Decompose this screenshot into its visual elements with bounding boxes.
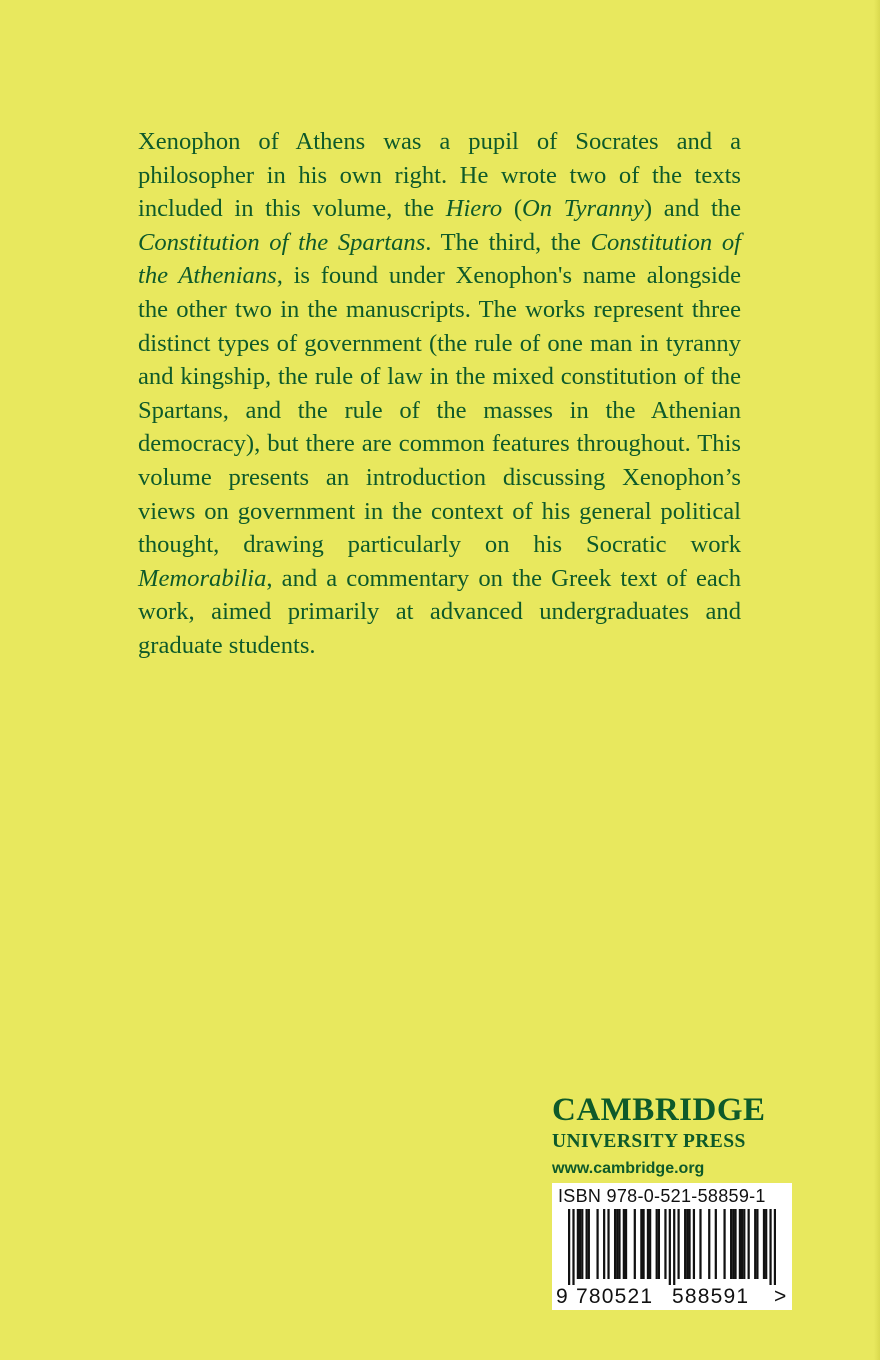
barcode-bar <box>688 1209 690 1279</box>
barcode-bar <box>756 1209 758 1279</box>
barcode-bars <box>568 1209 776 1285</box>
barcode-bar <box>656 1209 658 1279</box>
barcode-bar <box>658 1209 660 1279</box>
barcode-bar <box>603 1209 605 1279</box>
barcode-bar <box>618 1209 620 1279</box>
barcode-bar <box>748 1209 750 1279</box>
publisher-name: CAMBRIDGE <box>552 1092 766 1128</box>
publisher-logo <box>552 1090 792 1180</box>
barcode-bar <box>677 1209 679 1279</box>
blurb-segment: ) and the <box>643 195 742 223</box>
barcode-bar <box>684 1209 686 1279</box>
barcode-guard-bar <box>673 1209 675 1285</box>
barcode-bar <box>730 1209 732 1279</box>
barcode-bar <box>579 1209 581 1279</box>
barcode-bar <box>734 1209 736 1279</box>
barcode-bar <box>634 1209 636 1279</box>
barcode-bar <box>616 1209 618 1279</box>
barcode-bar <box>623 1209 625 1279</box>
barcode-bar <box>708 1209 710 1279</box>
isbn-barcode <box>552 1183 792 1310</box>
barcode-bar <box>614 1209 616 1279</box>
barcode-bar <box>649 1209 651 1279</box>
barcode-bar <box>664 1209 666 1279</box>
barcode-guard-bar <box>568 1209 570 1285</box>
barcode-bar <box>588 1209 590 1279</box>
barcode-bar <box>739 1209 741 1279</box>
publisher-subtitle: UNIVERSITY PRESS <box>552 1131 746 1152</box>
blurb-segment: . The third, the <box>425 228 591 256</box>
barcode-bar <box>647 1209 649 1279</box>
barcode-bar <box>642 1209 644 1279</box>
title-on-tyranny: On Tyranny <box>522 195 644 223</box>
blurb-segment: , is found under Xenophon's name alongside the other two in the manuscripts. The works represent three distinct types of government (the rule of one man in tyranny and kingship, the rule of law in the mixed constitution of the Spartans, and the rule of the masses in the Athenian democracy), but there are common features throughout. This volume presents an introduction discussing Xenophon’s views on government in the context of his general political thought, drawing particularly on his Socratic work <box>138 262 741 559</box>
barcode-bar <box>625 1209 627 1279</box>
barcode-bar <box>607 1209 609 1279</box>
title-memorabilia: Memorabilia <box>138 564 267 592</box>
barcode-bar <box>586 1209 588 1279</box>
barcode-bar <box>693 1209 695 1279</box>
barcode-guard-bar <box>572 1209 574 1285</box>
barcode-bar <box>723 1209 725 1279</box>
barcode-bar <box>699 1209 701 1279</box>
barcode-right-group: 588591 <box>672 1285 750 1308</box>
blurb-segment: ( <box>502 195 523 223</box>
barcode-guard-bar <box>669 1209 671 1285</box>
barcode-bar <box>577 1209 579 1279</box>
barcode-guard-bar <box>774 1209 776 1285</box>
barcode-bar <box>765 1209 767 1279</box>
blurb-segment: Xenophon of Athens was a pupil of Socrates and a philosopher in his own right. He wrote two of the texts included in this volume, the <box>138 128 741 223</box>
blurb-segment: , and a commentary on the Greek text of each work, aimed primarily at advanced undergraduates and graduate students. <box>138 564 741 659</box>
barcode-bar <box>715 1209 717 1279</box>
barcode-bar <box>741 1209 743 1279</box>
barcode-bar <box>763 1209 765 1279</box>
cover-edge <box>874 0 880 1360</box>
title-constitution-spartans: Constitution of the Spartans <box>138 228 426 256</box>
isbn-label: ISBN 978-0-521-58859-1 <box>558 1186 766 1206</box>
barcode-left-group: 780521 <box>576 1285 654 1308</box>
blurb-text <box>138 125 741 663</box>
barcode-bar <box>581 1209 583 1279</box>
publisher-url: www.cambridge.org <box>552 1160 705 1177</box>
title-constitution-athenians: Constitution of the Athenians <box>138 228 741 290</box>
barcode-bar <box>640 1209 642 1279</box>
barcode-bar <box>686 1209 688 1279</box>
title-hiero: Hiero <box>445 195 503 223</box>
barcode-quiet-mark: > <box>774 1285 788 1308</box>
barcode-guard-bar <box>769 1209 771 1285</box>
barcode-bar <box>732 1209 734 1279</box>
barcode-bar <box>754 1209 756 1279</box>
barcode-bar <box>596 1209 598 1279</box>
barcode-bar <box>743 1209 745 1279</box>
barcode-lead-digit: 9 <box>556 1285 569 1308</box>
